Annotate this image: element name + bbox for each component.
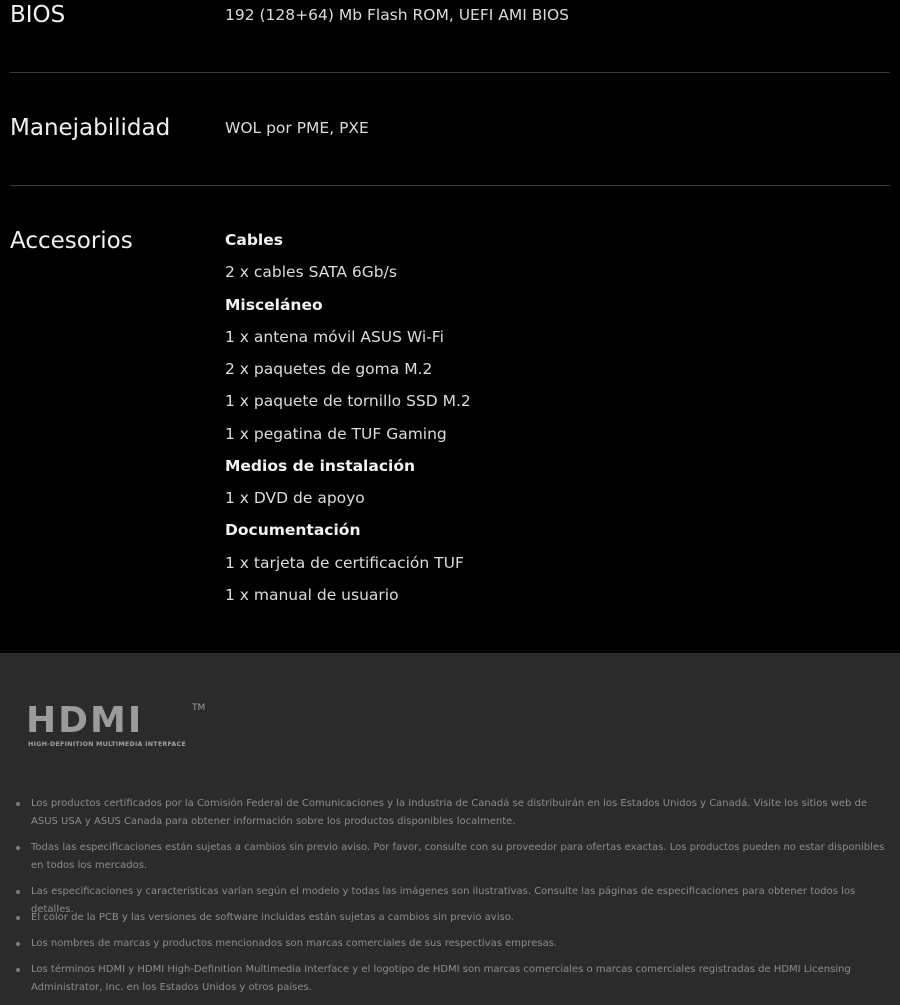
bullet-icon	[16, 968, 20, 972]
hdmi-logo-icon	[26, 700, 216, 751]
legal-note: El color de la PCB y las versiones de software incluidas están sujetas a cambios sin previo aviso.	[31, 909, 891, 927]
accessory-heading: Misceláneo	[225, 296, 323, 314]
spec-value: WOL por PME, PXE	[225, 119, 369, 137]
accessory-line: 1 x paquete de tornillo SSD M.2	[225, 392, 471, 410]
accessory-line: 1 x tarjeta de certificación TUF	[225, 554, 464, 572]
divider	[10, 185, 890, 186]
legal-note: Todas las especificaciones están sujetas a cambios sin previo aviso. Por favor, consulte con su proveedor para ofertas exactas. Los productos pueden no estar disponibles en todos los mercados.	[31, 839, 891, 875]
bullet-icon	[16, 802, 20, 806]
accessory-line: 2 x paquetes de goma M.2	[225, 360, 433, 378]
spec-label: BIOS	[10, 2, 66, 28]
accessory-line: 1 x manual de usuario	[225, 586, 399, 604]
accessory-line: 2 x cables SATA 6Gb/s	[225, 263, 397, 281]
legal-note: Los nombres de marcas y productos mencionados son marcas comerciales de sus respectivas empresas.	[31, 935, 891, 953]
accessory-heading: Cables	[225, 231, 283, 249]
footer	[0, 653, 900, 1005]
accessory-heading: Medios de instalación	[225, 457, 416, 475]
accessory-line: 1 x antena móvil ASUS Wi-Fi	[225, 328, 444, 346]
hdmi-logo-text: HDMI	[26, 700, 144, 741]
spec-label: Manejabilidad	[10, 115, 171, 141]
hdmi-logo-subtitle: HIGH-DEFINITION MULTIMEDIA INTERFACE	[28, 740, 186, 748]
hdmi-trademark: TM	[192, 703, 206, 713]
spec-label: Accesorios	[10, 228, 133, 254]
bullet-icon	[16, 890, 20, 894]
accessory-line: 1 x DVD de apoyo	[225, 489, 365, 507]
bullet-icon	[16, 916, 20, 920]
legal-note: Las especificaciones y características varían según el modelo y todas las imágenes son ilustrativas. Consulte las páginas de especificaciones para obtener todos los detalles.	[31, 883, 891, 919]
legal-note: Los términos HDMI y HDMI High-Definition Multimedia Interface y el logotipo de HDMI son marcas comerciales o marcas comerciales registradas de HDMI Licensing Administrator, Inc. en los Estados Unidos y otros países.	[31, 961, 891, 997]
accessory-line: 1 x pegatina de TUF Gaming	[225, 425, 447, 443]
spec-value: 192 (128+64) Mb Flash ROM, UEFI AMI BIOS	[225, 6, 569, 24]
bullet-icon	[16, 942, 20, 946]
legal-note: Los productos certificados por la Comisión Federal de Comunicaciones y la Industria de Canadá se distribuirán en los Estados Unidos y Canadá. Visite los sitios web de ASUS USA y ASUS Canada para obtener información sobre los productos disponibles localmente.	[31, 795, 891, 831]
accessory-heading: Documentación	[225, 521, 361, 539]
divider	[10, 72, 890, 73]
bullet-icon	[16, 846, 20, 850]
